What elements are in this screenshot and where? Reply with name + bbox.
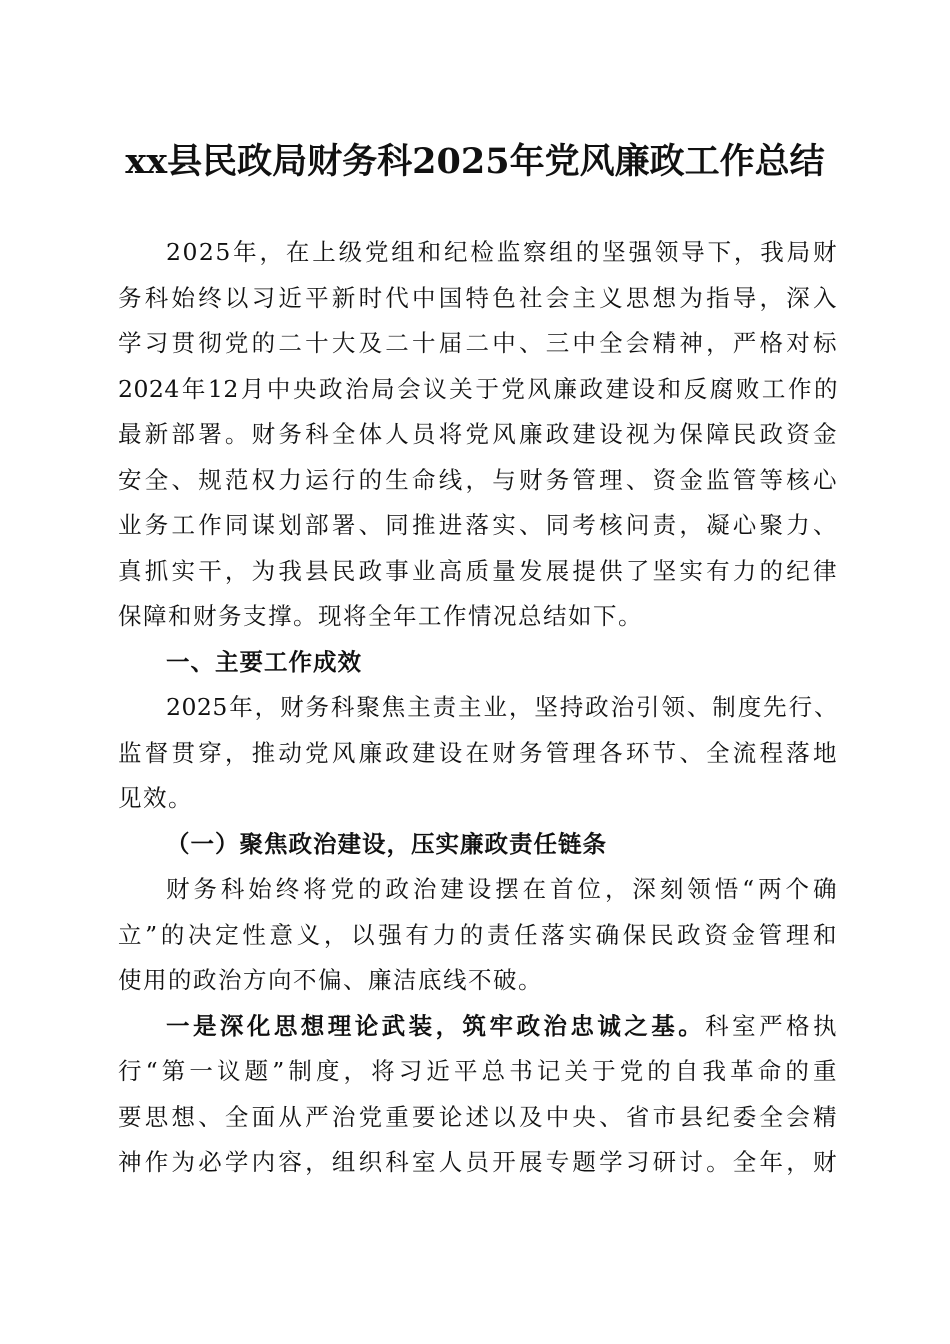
text-line: 神作为必学内容，组织科室人员开展专题学习研讨。全年，财 — [118, 1148, 838, 1176]
text-line: 安全、规范权力运行的生命线，与财务管理、资金监管等核心 — [118, 465, 838, 494]
subsection-heading: （一）聚焦政治建设，压实廉政责任链条 — [166, 829, 607, 858]
text-line: 见效。 — [118, 784, 193, 812]
lead-phrase: 一是深化思想理论武装，筑牢政治忠诚之基。 — [166, 1011, 706, 1040]
document-body — [118, 230, 838, 1186]
paragraph-summary — [118, 685, 838, 822]
text-line: 使用的政治方向不偏、廉洁底线不破。 — [118, 966, 543, 994]
text-line: 保障和财务支撑。现将全年工作情况总结如下。 — [118, 602, 643, 630]
text-line: 2024年12月中央政治局会议关于党风廉政建设和反腐败工作的 — [118, 374, 838, 403]
text-line: 立”的决定性意义，以强有力的责任落实确保民政资金管理和 — [118, 920, 838, 949]
paragraph-political-building — [118, 867, 838, 1004]
text-line: 2025年，在上级党组和纪检监察组的坚强领导下，我局财 — [166, 238, 838, 266]
text-line — [118, 1004, 838, 1050]
text-line: 监督贯穿，推动党风廉政建设在财务管理各环节、全流程落地 — [118, 738, 838, 767]
text-line: 最新部署。财务科全体人员将党风廉政建设视为保障民政资金 — [118, 420, 838, 448]
text-line: 真抓实干，为我县民政事业高质量发展提供了坚实有力的纪律 — [118, 556, 838, 585]
text-line: 财务科始终将党的政治建设摆在首位，深刻领悟“两个确 — [166, 875, 838, 903]
paragraph-theory-study — [118, 1004, 838, 1186]
text-line: 务科始终以习近平新时代中国特色社会主义思想为指导，深入 — [118, 283, 838, 312]
text-line: 要思想、全面从严治党重要论述以及中央、省市县纪委全会精 — [118, 1102, 838, 1131]
text-line: 2025年，财务科聚焦主责主业，坚持政治引领、制度先行、 — [166, 693, 838, 721]
document-title: xx县民政局财务科2025年党风廉政工作总结 — [125, 141, 825, 182]
text-line: 学习贯彻党的二十大及二十届二中、三中全会精神，严格对标 — [118, 329, 838, 357]
text-segment: 科室严格执 — [705, 1011, 839, 1040]
text-line: 行“第一议题”制度，将习近平总书记关于党的自我革命的重 — [118, 1057, 838, 1085]
text-line: 业务工作同谋划部署、同推进落实、同考核问责，凝心聚力、 — [118, 511, 838, 539]
section-heading: 一、主要工作成效 — [166, 647, 362, 676]
paragraph-intro — [118, 230, 838, 640]
